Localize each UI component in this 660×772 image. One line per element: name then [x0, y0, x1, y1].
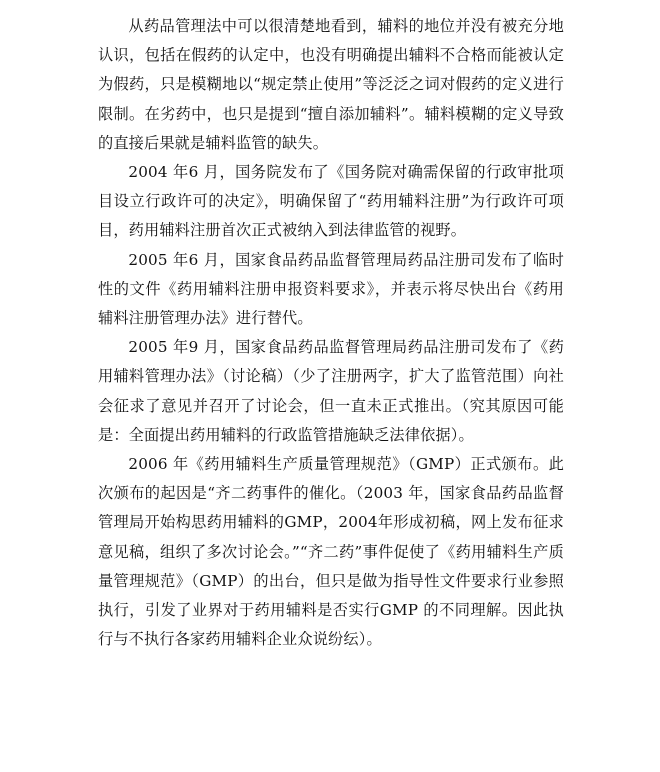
paragraph-excipient-status: 从药品管理法中可以很清楚地看到，辅料的地位并没有被充分地认识，包括在假药的认定中，也没有明确提出辅料不合格而能被认定为假药，只是模糊地以“规定禁止使用”等泛泛之词对假药的定义进行限制。在劣药中，也只是提到“擅自添加辅料”。辅料模糊的定义导致的直接后果就是辅料监管的缺失。 — [98, 17, 564, 152]
document-body — [98, 12, 564, 654]
paragraph-2005-june-registration: 2005 年6 月，国家食品药品监督管理局药品注册司发布了临时性的文件《药用辅料注册申报资料要求》，并表示将尽快出台《药用辅料注册管理办法》进行替代。 — [98, 250, 564, 328]
paragraph-2006-gmp: 2006 年《药用辅料生产质量管理规范》（GMP）正式颁布。此次颁布的起因是“齐二药事件的催化。（2003 年，国家食品药品监督管理局开始构思药用辅料的GMP，2004年形成初稿，网上发布征求意见稿，组织了多次讨论会。”“齐二药”事件促使了《药用辅料生产质量管理规范》（GMP）的出台，但只是做为指导性文件要求行业参照执行，引发了业界对于药用辅料是否实行GMP 的不同理解。因此执行与不执行各家药用辅料企业众说纷纭）。 — [98, 455, 564, 649]
paragraph-2004-state-council: 2004 年6 月，国务院发布了《国务院对确需保留的行政审批项目设立行政许可的决定》，明确保留了“药用辅料注册”为行政许可项目，药用辅料注册首次正式被纳入到法律监管的视野。 — [98, 163, 564, 240]
paragraph-2005-september-draft: 2005 年9 月，国家食品药品监督管理局药品注册司发布了《药用辅料管理办法》（讨论稿）（少了注册两字，扩大了监管范围）向社会征求了意见并召开了讨论会，但一直未正式推出。（究其原因可能是：全面提出药用辅料的行政监管措施缺乏法律依据）。 — [98, 338, 564, 444]
